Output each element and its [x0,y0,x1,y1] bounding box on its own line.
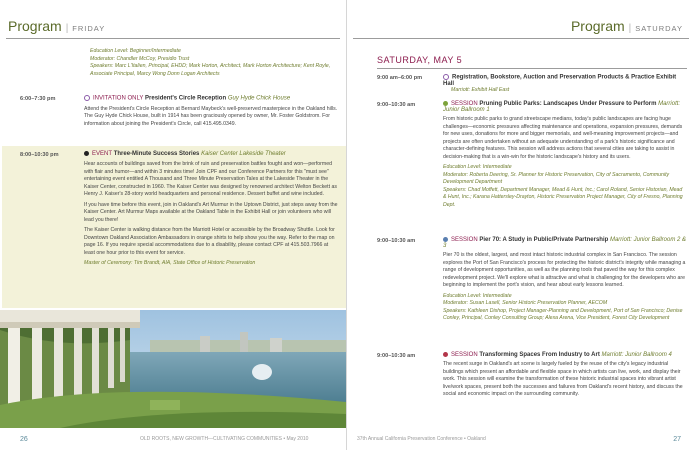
s1-time: 9:00–10:30 am [377,102,416,108]
s2-moderator: Moderator: Susan Lasell, Senior Historic Preservation Planner, AECOM [443,300,608,307]
red-bullet-icon [443,352,448,357]
s2-title: Pier 70: A Study in Public/Private Partnership [479,237,609,244]
event1-block: INVITATION ONLY President's Circle Reception Guy Hyde Chick House Attend the President's Circle Reception at Bernard Maybeck's well-preserved masterpiece in the Oakland hills. The Guy Hyde Chick House, built in 1914 has been graciously opened by owner, Mr. Foster Goldstrom. For information about joining the President's Circle, call 415.495.0349. [84,95,338,127]
reg-title: Registration, Bookstore, Auction and Preservation Products & Practice Exhibit Hall [443,74,677,87]
page-title: Program [8,18,62,34]
top-credits [90,48,338,78]
green-bullet-icon [443,101,448,106]
moderator: Moderator: Chandler McCoy, Presidio Trust [90,55,190,62]
right-header: Program | SATURDAY [347,10,695,36]
park-photo [0,310,346,428]
s2-location: Marriott: Junior Ballroom 2 & 3 [443,237,686,250]
s3-block: SESSION Transforming Spaces From Industry to Art Marriott: Junior Ballroom 4 The recent surge in Oakland's art scene is largely fueled by the reuse of the city's legacy industrial buildings which present an affordable and flexible space in which artists can live, work, and display their work. This session will examine the transformation of these historic industrial spaces into vibrant artist live/work spaces, present both the successes and failures from Oakland's recent history, and discuss the social and economic impact on the surrounding community. [443,352,687,402]
event2-paragraph-1: Hear accounts of buildings saved from the brink of ruin and preservation battles fought and won—performed with flair and humor—and within 3 minutes time! Join CPF and our Conference Partners for this "must see" entertaining event entitled A Thousand and Three Minute Preservation Tales at the Lakeside Theater in the Kaiser Center, constructed in 1960. The Kaiser Center was designed by renowned architect Welton Beckett as Henry J. Kaiser's 28-story world headquarters and personal residence. Dessert buffet and wine included. [84,161,337,198]
s3-title: Transforming Spaces From Industry to Art [479,352,600,359]
s2-block: SESSION Pier 70: A Study in Public/Private Partnership Marriott: Junior Ballroom 2 & 3 Pier 70 is the oldest, largest, and most intact historic industrial complex in San Francisco. The session explores the Port of San Francisco's process for protecting the historic district's integrity while managing a range of development opportunities, as well as the planning tools that paved the way for this complex redevelopment project. We'll explore what is attractive and what is challenging for the developers who are beginning to implement the port's vision, and hear about early lessons learned. Education Level: Intermediate Moderator: Susan Lasell, Senior Historic Preservation Planner, AECOM Speakers: Kathleen Dishop, Project Manager-Planning and Development, Port of San Francisco; Denise Conley, Principal, Conley Consulting Group; Alexa Arena, Vice President, Forest City Development [443,237,686,322]
reg-time: 9:00 am–6:00 pm [377,75,423,81]
event2-title: Three-Minute Success Stories [113,151,200,158]
reg-location: Marriott: Exhibit Hall East [451,86,510,93]
education-level: Education Level: Beginner/Intermediate [90,48,181,54]
event1-time: 6:00–7:30 pm [20,96,56,102]
s1-title: Pruning Public Parks: Landscapes Under Pressure to Perform [479,101,657,108]
page-day: FRIDAY [72,24,106,33]
s1-speakers: Speakers: Chad Moffett, Department Manager, Mead & Hunt, Inc.; Carol Roland, Senior Historian, Mead & Hunt, Inc.; Karana Hattersley-Drayton, Historic Preservation Project Manager, City of Fresno, Planning Dept. [443,186,683,208]
event2-paragraph-2: If you have time before this event, join in Oakland's Art Murmur in the Uptown District, just steps away from the Kaiser Center. Art Murmur Maps available at the Oakland Table in the Exhibit Hall or join volunteers who will lead you there! [84,201,338,223]
s3-description: The recent surge in Oakland's art scene is largely fueled by the reuse of the city's legacy industrial buildings which present an affordable and flexible space in which artists can live, work, and display their work. This session will examine the transformation of these historic industrial spaces into vibrant artist live/work spaces, present both the successes and failures from Oakland's recent history, and discuss the social and economic impact on the surrounding community. [443,361,683,398]
page-number-left: 26 [20,436,28,443]
right-page [347,0,695,450]
speakers: Speakers: Marc L'Italien, Principal, EHDD; Mark Horton, Architect, Mark Horton Architecture; Kent Royle, Associate Principal, Marcy Wong Donn Logan Architects [90,63,331,77]
date-heading: SATURDAY, MAY 5 [377,55,463,65]
master-of-ceremony: Master of Ceremony: Tim Brandt, AIA, State Office of Historic Preservation [84,260,256,267]
s2-speakers: Speakers: Kathleen Dishop, Project Manager-Planning and Development, Port of San Francisco; Denise Conley, Principal, Conley Consulting Group; Alexa Arena, Vice President, Forest City Development [443,307,683,322]
s2-description: Pier 70 is the oldest, largest, and most intact historic industrial complex in San Francisco. The session explores the Port of San Francisco's process for protecting the historic district's integrity while managing a range of development opportunities, as well as the planning tools that paved the way for this complex redevelopment project. We'll explore what is attractive and what is challenging for the developers who are beginning to implement the port's vision, and hear about early lessons learned. [443,252,686,289]
s2-time: 9:00–10:30 am [377,238,416,244]
event1-title: President's Circle Reception [145,95,227,102]
s1-location: Marriott: Junior Ballroom 1 [443,101,681,114]
s1-moderator: Moderator: Roberta Deering, Sr. Planner for Historic Preservation, City of Sacramento, Community Development Department [443,171,670,186]
page-number-right: 27 [673,436,681,443]
event1-location: Guy Hyde Chick House [227,95,291,102]
event2-location: Kaiser Center Lakeside Theater [201,151,286,158]
s3-location: Marriott: Junior Ballroom 4 [601,352,672,359]
left-header: Program | FRIDAY [0,10,346,36]
s1-description: From historic public parks to grand streetscape medians, today's public landscapes are facing huge challenges—economic pressures affecting maintenance and operations, expansion pressures, demands for new uses, donations for more and bigger memorials, and well-meaning improvement projects—and projects are often undertaken without an adequate understanding of a park's historic significance and character-defining features. This session will address actions that several cities are taking to assist in decision-making that is a win-win for the historic landscape's history and its users. [443,116,683,160]
event2-time: 8:00–10:30 pm [20,152,59,158]
date-rule [377,68,687,69]
event1-description: Attend the President's Circle Reception at Bernard Maybeck's well-preserved masterpiece in the Oakland hills. The Guy Hyde Chick House, built in 1914 has been graciously opened by owner, Mr. Foster Goldstrom. For information about joining the President's Circle, call 415.495.0349. [84,105,338,127]
footer-right: 37th Annual California Preservation Conference • Oakland [357,436,486,442]
page-day: SATURDAY [635,24,683,33]
left-page [0,0,347,450]
event2-block: EVENT Three-Minute Success Stories Kaiser Center Lakeside Theater Hear accounts of buildings saved from the brink of ruin and preservation battles fought and won—performed with flair and humor—and within 3 minutes time! Join CPF and our Conference Partners for this "must see" entertaining event entitled A Thousand and Three Minute Preservation Tales at the Lakeside Theater in the Kaiser Center, constructed in 1960. The Kaiser Center was designed by renowned architect Welton Beckett as Henry J. Kaiser's 28-story world headquarters and personal residence. Dessert buffet and wine included. If you have time before this event, join in Oakland's Art Murmur in the Uptown District, just steps away from the Kaiser Center. Art Murmur Maps available at the Oakland Table in the Exhibit Hall or join volunteers who will lead you there! The Kaiser Center is walking distance from the Marriott Hotel or accessible by the Broadway Shuttle. Look for Downtown Oakland Association Ambassadors in orange shirts to help show you the way. Refer to the map on page 16. If you require special accommodations due to a disability, please contact CPF at 415.503.7966 at least one hour prior to this event for service. Master of Ceremony: Tim Brandt, AIA, State Office of Historic Preservation [84,151,338,267]
hollow-bullet-icon [443,74,449,80]
reg-block [443,74,687,94]
filled-bullet-icon [84,151,89,156]
s2-education-level: Education Level: Intermediate [443,292,512,299]
page-title: Program [570,18,625,34]
hollow-bullet-icon [84,95,90,101]
s3-time: 9:00–10:30 am [377,353,416,359]
s1-education-level: Education Level: Intermediate [443,164,512,171]
blue-bullet-icon [443,237,448,242]
s1-block: SESSION Pruning Public Parks: Landscapes Under Pressure to Perform Marriott: Junior Ballroom 1 From historic public parks to grand streetscape medians, today's public landscapes are facing huge challenges—economic pressures affecting maintenance and operations, expansion pressures, demands for new uses, donations for more and bigger memorials, and well-meaning improvement projects—and projects are often undertaken without an adequate understanding of a park's historic significance and character-defining features. This session will address actions that several cities are taking to assist in decision-making that is a win-win for the historic landscape's history and its users. Education Level: Intermediate Moderator: Roberta Deering, Sr. Planner for Historic Preservation, City of Sacramento, Community Development Department Speakers: Chad Moffett, Department Manager, Mead & Hunt, Inc.; Carol Roland, Senior Historian, Mead & Hunt, Inc.; Karana Hattersley-Drayton, Historic Preservation Project Manager, City of Fresno, Planning Dept. [443,101,687,209]
event2-paragraph-3: The Kaiser Center is walking distance from the Marriott Hotel or accessible by the Broadway Shuttle. Look for Downtown Oakland Association Ambassadors in orange shirts to help show you the way. Refer to the map on page 16. If you require special accommodations due to a disability, please contact CPF at 415.503.7966 at least one hour prior to this event for service. [84,227,335,256]
footer-left: OLD ROOTS, NEW GROWTH—CULTIVATING COMMUNITIES • May 2010 [140,436,309,442]
